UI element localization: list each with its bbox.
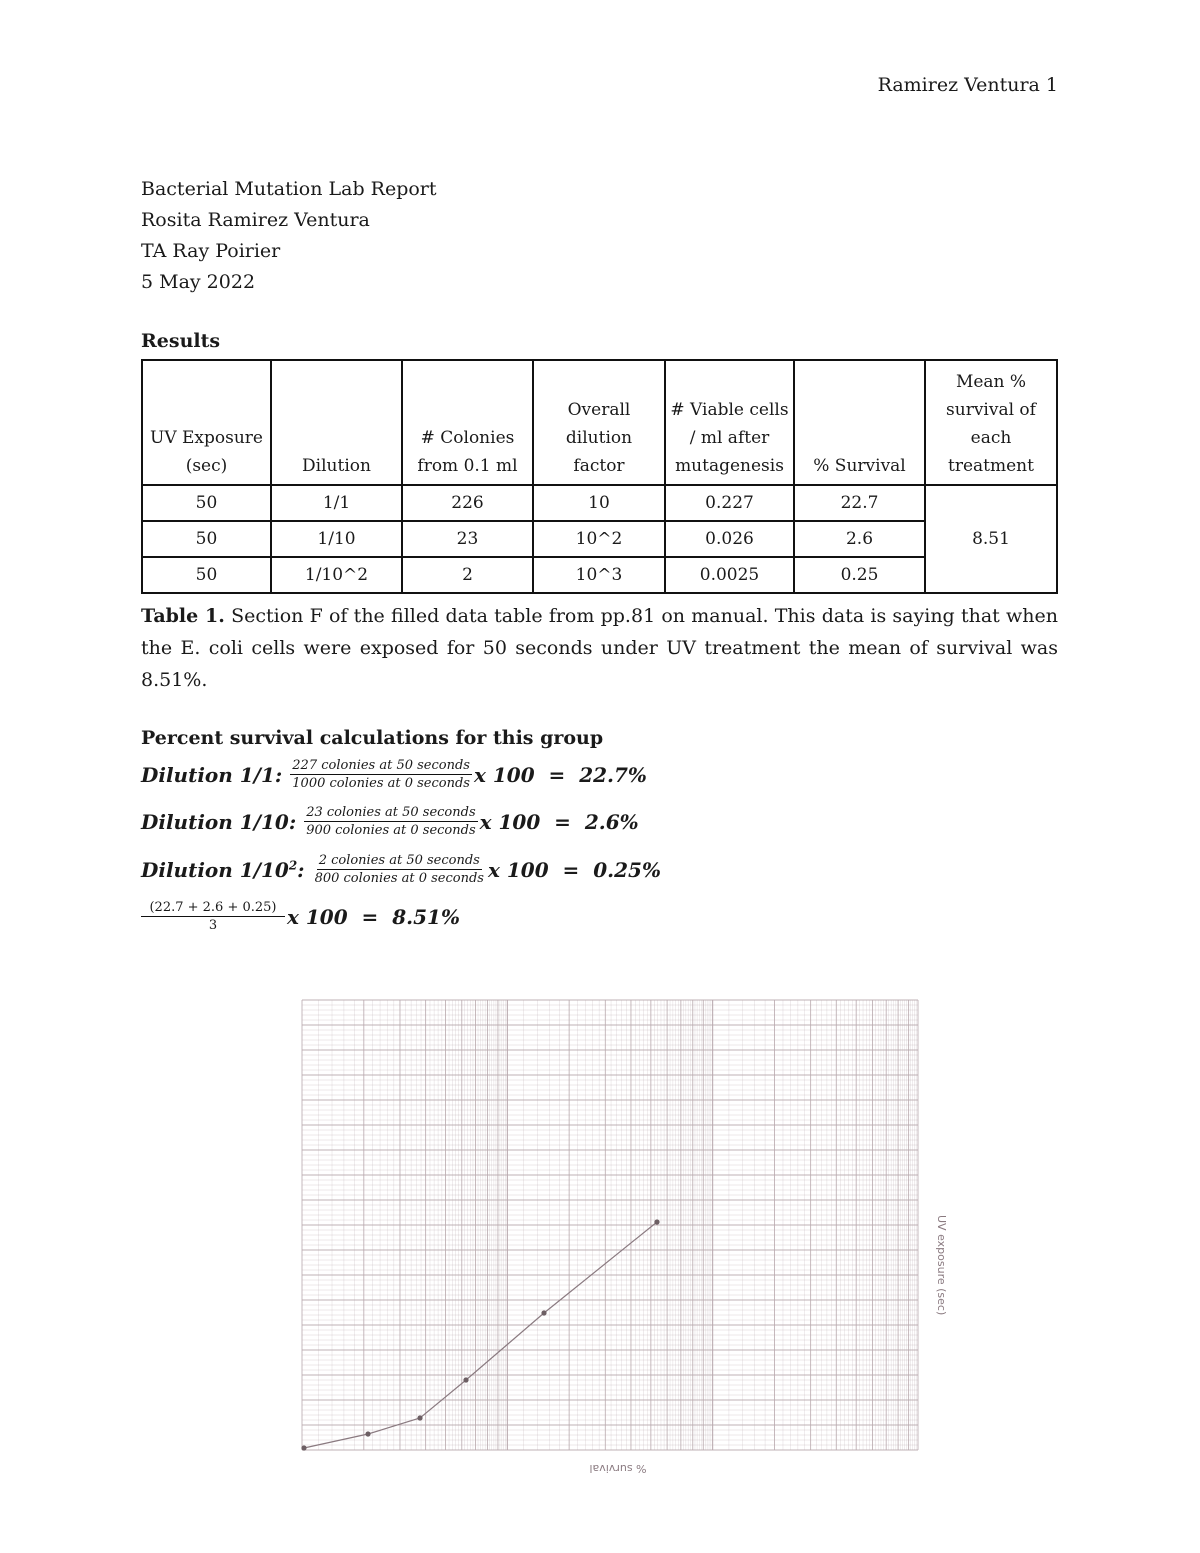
table-cell: 50 — [142, 557, 271, 593]
data-point — [463, 1377, 468, 1382]
column-header: Mean % survival of each treatment — [925, 360, 1057, 485]
table-cell: 0.227 — [665, 485, 794, 521]
table-cell: 10 — [533, 485, 665, 521]
data-point — [654, 1219, 659, 1224]
table-cell: 0.25 — [794, 557, 925, 593]
table-cell: 226 — [402, 485, 533, 521]
data-point — [541, 1310, 546, 1315]
results-table — [141, 359, 1058, 594]
numerator: 23 colonies at 50 seconds — [306, 805, 476, 820]
table-cell: 0.0025 — [665, 557, 794, 593]
data-point — [365, 1431, 370, 1436]
column-header: % Survival — [794, 360, 925, 485]
denominator: 3 — [208, 918, 218, 933]
table-cell: 23 — [402, 521, 533, 557]
column-header: # Viable cells / ml after mutagenesis — [665, 360, 794, 485]
caption-label: Table 1. — [141, 605, 225, 627]
title-block — [141, 174, 437, 298]
report-title: Bacterial Mutation Lab Report — [141, 178, 437, 200]
table-cell: 1/1 — [271, 485, 402, 521]
y-axis-label: % survival — [589, 1462, 647, 1475]
fraction — [313, 852, 486, 887]
graph-grid — [302, 1000, 918, 1450]
column-header: Overall dilution factor — [533, 360, 665, 485]
x-axis-label: UV exposure (sec) — [935, 1215, 948, 1316]
table-cell: 1/10 — [271, 521, 402, 557]
column-header: UV Exposure (sec) — [142, 360, 271, 485]
numerator: (22.7 + 2.6 + 0.25) — [141, 899, 285, 917]
column-header: Dilution — [271, 360, 402, 485]
data-point — [301, 1445, 306, 1450]
equation-mean — [141, 899, 460, 934]
table-cell: 22.7 — [794, 485, 925, 521]
equation-result: x 100 = 0.25% — [487, 857, 661, 882]
results-heading: Results — [141, 330, 221, 352]
table-row — [142, 557, 1057, 593]
table-row — [142, 485, 1057, 521]
author-name: Rosita Ramirez Ventura — [141, 209, 370, 231]
table-cell: 0.026 — [665, 521, 794, 557]
column-header: # Colonies from 0.1 ml — [402, 360, 533, 485]
fraction — [290, 757, 472, 792]
table-row — [142, 521, 1057, 557]
ta-name: TA Ray Poirier — [141, 240, 281, 262]
denominator: 900 colonies at 0 seconds — [306, 823, 476, 838]
denominator: 800 colonies at 0 seconds — [314, 871, 484, 886]
page-header: Ramirez Ventura 1 — [877, 74, 1058, 96]
equation-result: x 100 = 8.51% — [287, 904, 460, 929]
numerator: 2 colonies at 50 seconds — [318, 853, 480, 868]
data-point — [417, 1415, 422, 1420]
caption-text: Section F of the filled data table from pp.81 on manual. This data is saying that when the E. coli cells were exposed for 50 seconds under UV treatment the mean of survival was 8.51%. — [141, 605, 1058, 691]
equation-result: x 100 = 2.6% — [479, 809, 639, 834]
numerator: 227 colonies at 50 seconds — [292, 758, 470, 773]
table-header-row — [142, 360, 1057, 485]
equation-dilution-1-100 — [141, 852, 661, 887]
equation-result: x 100 = 22.7% — [473, 762, 647, 787]
denominator: 1000 colonies at 0 seconds — [292, 776, 470, 791]
fraction — [304, 804, 477, 839]
equation-dilution-1-1 — [141, 757, 647, 792]
equation-label: Dilution 1/10: — [141, 809, 297, 834]
calculations-heading: Percent survival calculations for this group — [141, 727, 604, 749]
table-cell: 50 — [142, 485, 271, 521]
survival-graph-svg — [278, 975, 958, 1485]
survival-graph — [278, 975, 958, 1485]
table-cell: 1/10^2 — [271, 557, 402, 593]
table-cell: 2 — [402, 557, 533, 593]
equation-label: Dilution 1/1: — [141, 762, 283, 787]
table-caption — [141, 600, 1058, 696]
table-cell: 50 — [142, 521, 271, 557]
equation-label: Dilution $1/10^2$: — [141, 857, 305, 882]
fraction — [141, 899, 285, 934]
mean-survival-cell: 8.51 — [925, 485, 1057, 593]
report-date: 5 May 2022 — [141, 271, 256, 293]
equation-dilution-1-10 — [141, 804, 639, 839]
table-cell: 2.6 — [794, 521, 925, 557]
table-cell: 10^3 — [533, 557, 665, 593]
table-cell: 10^2 — [533, 521, 665, 557]
